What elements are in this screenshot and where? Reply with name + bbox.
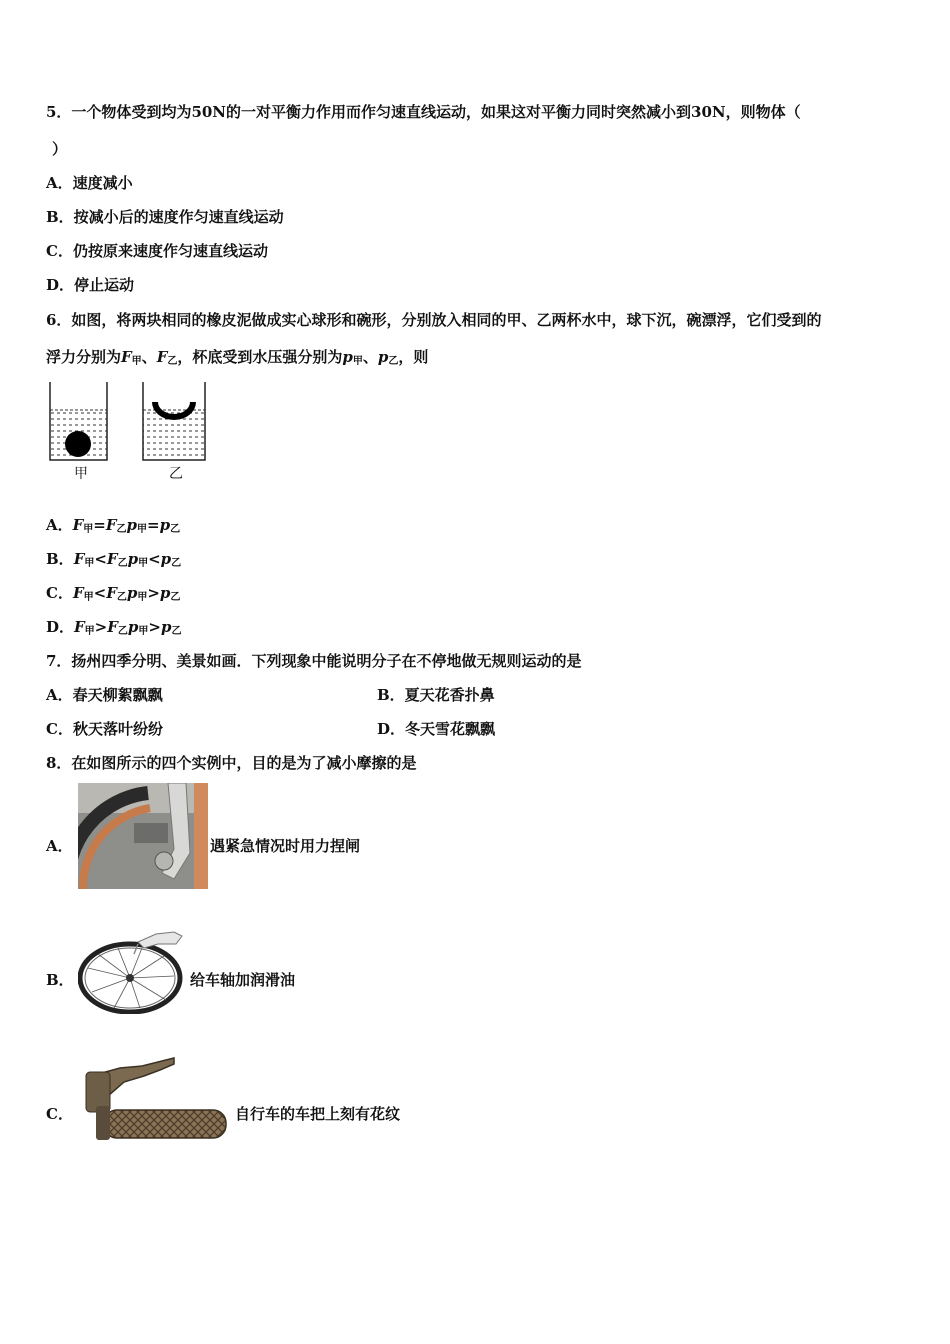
sub-yi: 乙 <box>167 356 178 367</box>
opt-letter: C． <box>46 584 73 602</box>
var-f: F <box>72 584 84 602</box>
sub-jia: 甲 <box>84 626 95 637</box>
q6-stem-end: ，则 <box>398 348 429 366</box>
sub-yi: 乙 <box>116 592 127 603</box>
q6-stem-prefix: 浮力分别为 <box>46 348 122 366</box>
q5-stem-line1: 5．一个物体受到均为50N的一对平衡力作用而作匀速直线运动，如果这对平衡力同时突然减小到30N，则物体（ <box>46 103 801 121</box>
q6-stem-line2 <box>46 347 428 372</box>
sep: 、 <box>362 348 378 366</box>
q8-option-c-text: 自行车的车把上刻有花纹 <box>235 1105 401 1123</box>
q8-option-b-text: 给车轴加润滑油 <box>190 971 296 989</box>
var-p: p <box>159 516 171 534</box>
var-f: F <box>107 618 118 636</box>
beaker-yi <box>143 382 205 460</box>
q8-stem: 8．在如图所示的四个实例中，目的是为了减小摩擦的是 <box>46 754 417 772</box>
sub-yi: 乙 <box>116 524 127 535</box>
q7-stem: 7．扬州四季分明、美景如画．下列现象中能说明分子在不停地做无规则运动的是 <box>46 652 582 670</box>
q6-option-a <box>46 515 180 540</box>
var-p: p <box>127 550 139 568</box>
relation: = <box>93 516 106 534</box>
var-f: F <box>72 516 84 534</box>
sub-jia: 甲 <box>138 558 149 569</box>
sub-jia: 甲 <box>137 592 148 603</box>
var-f: F <box>156 348 168 366</box>
wheel-oil-image <box>78 928 186 1014</box>
sub-jia: 甲 <box>131 356 142 367</box>
var-p: p <box>342 348 353 366</box>
q6-stem-mid: ，杯底受到水压强分别为 <box>177 348 343 366</box>
handlebar-grip-image <box>78 1052 230 1146</box>
var-f: F <box>106 550 118 568</box>
sub-yi: 乙 <box>170 592 181 603</box>
sub-jia: 甲 <box>138 626 149 637</box>
label-jia: 甲 <box>74 465 88 481</box>
sub-jia: 甲 <box>352 356 363 367</box>
q5-option-b: B．按减小后的速度作匀速直线运动 <box>46 208 284 226</box>
var-f: F <box>74 618 85 636</box>
q5-option-a: A．速度减小 <box>46 174 133 192</box>
sub-yi: 乙 <box>117 558 128 569</box>
var-f: F <box>121 348 132 366</box>
var-p: p <box>126 584 138 602</box>
relation: > <box>148 618 161 636</box>
bike-brake-image <box>78 783 208 889</box>
sub-yi: 乙 <box>171 626 182 637</box>
sub-jia: 甲 <box>83 524 94 535</box>
q6-option-c <box>46 583 180 608</box>
sub-jia: 甲 <box>137 524 148 535</box>
q6-option-b <box>46 549 181 574</box>
relation: > <box>147 584 160 602</box>
relation: < <box>93 584 107 602</box>
sep: 、 <box>141 348 157 366</box>
q7-option-c: C．秋天落叶纷纷 <box>46 720 163 738</box>
q8-option-a-letter: A． <box>46 837 73 855</box>
beakers-figure <box>44 380 216 484</box>
beaker-jia <box>50 382 107 460</box>
var-p: p <box>160 550 172 568</box>
sub-jia: 甲 <box>83 592 94 603</box>
q8-option-a-text: 遇紧急情况时用力捏闸 <box>210 837 361 855</box>
q5-option-c: C．仍按原来速度作匀速直线运动 <box>46 242 268 260</box>
var-f: F <box>106 584 117 602</box>
var-p: p <box>159 584 171 602</box>
q8-option-b-letter: B． <box>46 971 74 989</box>
sub-yi: 乙 <box>117 626 128 637</box>
sub-yi: 乙 <box>388 356 399 367</box>
opt-letter: D． <box>46 618 75 636</box>
label-yi: 乙 <box>169 465 183 481</box>
relation: > <box>94 618 108 636</box>
var-p: p <box>126 516 138 534</box>
var-p: p <box>377 348 389 366</box>
q5-option-d: D．停止运动 <box>46 276 135 294</box>
q5-stem-line2: ） <box>52 140 68 158</box>
q7-option-d: D．冬天雪花飘飘 <box>377 720 496 738</box>
sub-yi: 乙 <box>171 558 182 569</box>
relation: = <box>147 516 160 534</box>
q6-stem-line1: 6．如图，将两块相同的橡皮泥做成实心球形和碗形，分别放入相同的甲、乙两杯水中，球下沉，碗漂浮，它们受到的 <box>46 311 822 329</box>
relation: < <box>94 550 107 568</box>
opt-letter: A． <box>46 516 73 534</box>
solid-ball <box>65 431 91 457</box>
sub-jia: 甲 <box>84 558 95 569</box>
var-f: F <box>73 550 85 568</box>
q8-option-c-letter: C． <box>46 1105 73 1123</box>
opt-letter: B． <box>46 550 74 568</box>
relation: < <box>148 550 161 568</box>
var-f: F <box>105 516 117 534</box>
var-p: p <box>127 618 139 636</box>
q7-option-a: A．春天柳絮飘飘 <box>46 686 163 704</box>
q7-option-b: B．夏天花香扑鼻 <box>377 686 495 704</box>
var-p: p <box>160 618 172 636</box>
q6-option-d <box>46 617 181 642</box>
sub-yi: 乙 <box>170 524 181 535</box>
